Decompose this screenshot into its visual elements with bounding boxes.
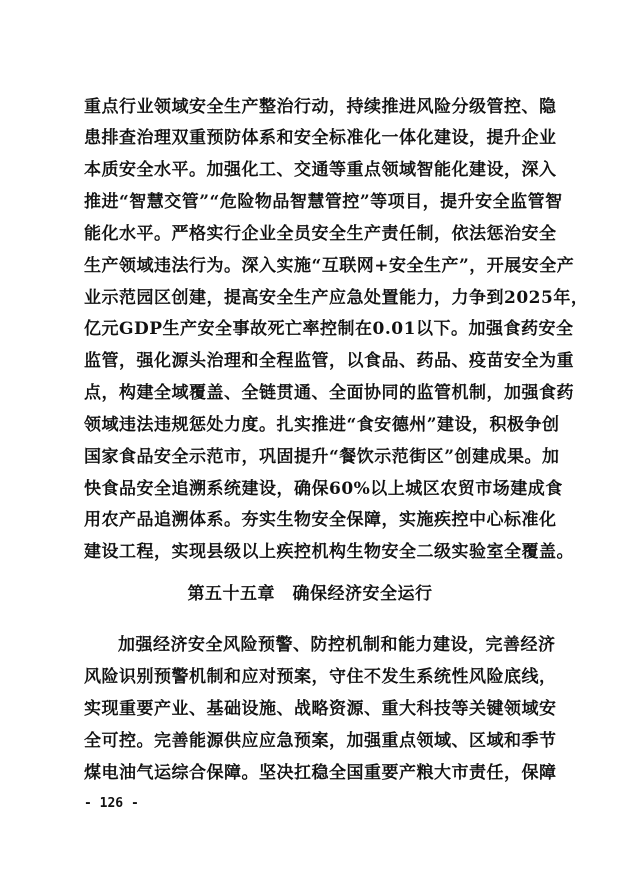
paragraph-line: 亿元GDP生产安全事故死亡率控制在0.01以下。加强食药安全 — [84, 319, 574, 339]
paragraph-line: 生产领域违法行为。深入实施“互联网+安全生产”，开展安全产 — [84, 256, 575, 276]
paragraph-line: 加强经济安全风险预警、防控机制和能力建设，完善经济 — [118, 635, 556, 655]
page-number: - 126 - — [84, 796, 139, 811]
paragraph-line: 领域违法违规惩处力度。扎实推进“食安德州”建设，积极争创 — [84, 415, 560, 435]
paragraph-line: 用农产品追溯体系。夯实生物安全保障，实施疾控中心标准化 — [84, 510, 557, 530]
paragraph-line: 重点行业领域安全生产整治行动，持续推进风险分级管控、隐 — [84, 97, 557, 117]
paragraph-line: 风险识别预警机制和应对预案，守住不发生系统性风险底线， — [84, 667, 557, 687]
chapter-heading: 第五十五章 确保经济安全运行 — [187, 584, 433, 604]
paragraph-line: 全可控。完善能源供应应急预案，加强重点领域、区域和季节 — [84, 731, 557, 751]
paragraph-line: 监管，强化源头治理和全程监管，以食品、药品、疫苗安全为重 — [84, 351, 574, 371]
paragraph-line: 建设工程，实现县级以上疾控机构生物安全二级实验室全覆盖。 — [84, 542, 574, 562]
paragraph-line: 本质安全水平。加强化工、交通等重点领域智能化建设，深入 — [84, 160, 557, 180]
paragraph-line: 快食品安全追溯系统建设，确保60%以上城区农贸市场建成食 — [84, 479, 563, 499]
paragraph-line: 能化水平。严格实行企业全员安全生产责任制，依法惩治安全 — [84, 224, 557, 244]
paragraph-line: 实现重要产业、基础设施、战略资源、重大科技等关键领域安 — [84, 699, 557, 719]
paragraph-line: 煤电油气运综合保障。坚决扛稳全国重要产粮大市责任，保障 — [84, 763, 557, 783]
paragraph-line: 患排查治理双重预防体系和安全标准化一体化建设，提升企业 — [84, 128, 557, 148]
paragraph-line: 国家食品安全示范市，巩固提升“餐饮示范街区”创建成果。加 — [84, 447, 560, 467]
paragraph-line: 点，构建全域覆盖、全链贯通、全面协同的监管机制，加强食药 — [84, 383, 574, 403]
paragraph-line: 推进“智慧交管”“危险物品智慧管控”等项目，提升安全监管智 — [84, 192, 563, 212]
paragraph-line: 业示范园区创建，提高安全生产应急处置能力，力争到2025年， — [84, 288, 589, 308]
